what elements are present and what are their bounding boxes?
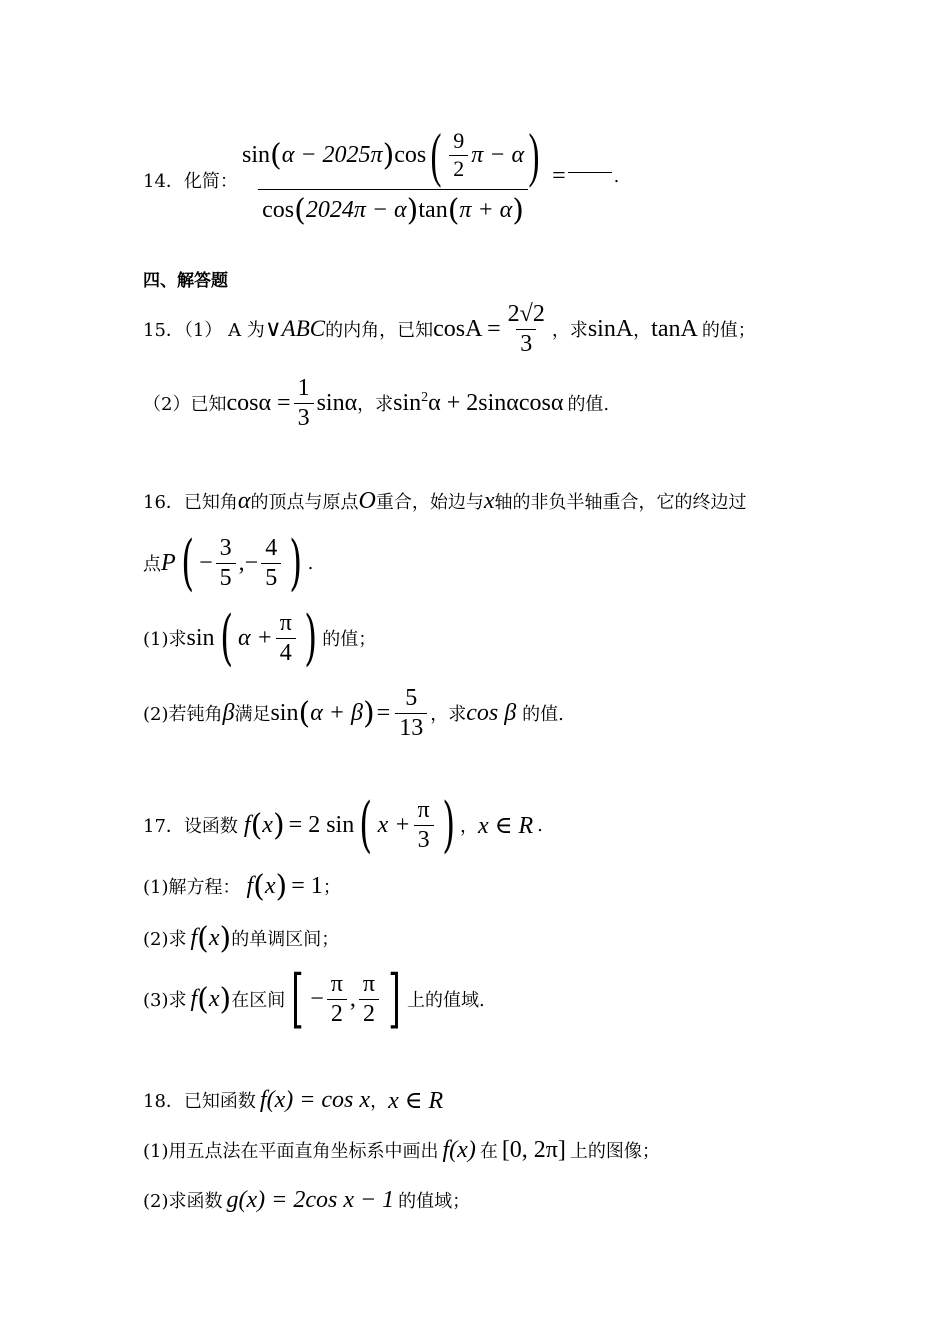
q14-label: 14．化简：	[143, 171, 238, 192]
answer-blank	[568, 172, 612, 173]
cosA-expr: cosA =	[433, 315, 501, 342]
q14-expression: sin ( α − 2025π ) cos ( $\frac{9}{2}$ π − α ) cos ( 2024π − α ) tan ( π + α ) = .	[242, 122, 620, 228]
section-title: 四、解答题	[143, 270, 228, 291]
